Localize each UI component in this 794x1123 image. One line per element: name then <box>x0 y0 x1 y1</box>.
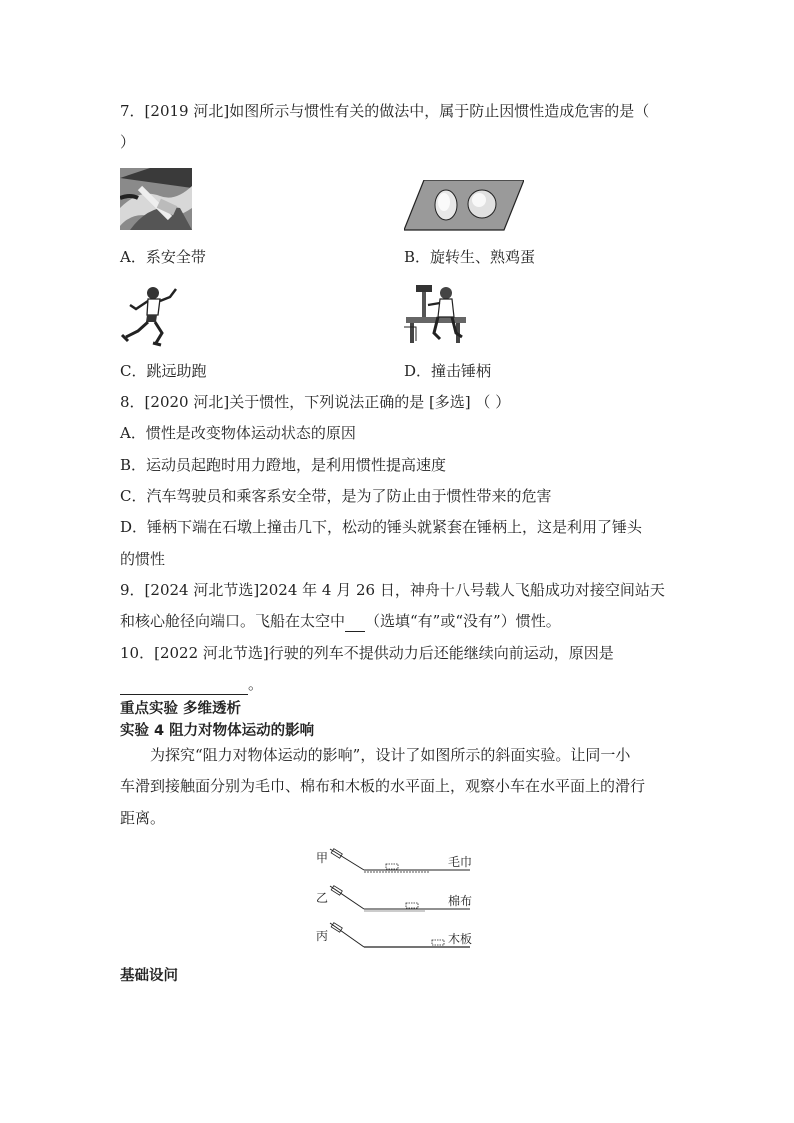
q10-line2: 。 <box>120 674 263 695</box>
q7-option-c: C．跳远助跑 <box>120 362 207 380</box>
q7-option-a: A．系安全带 <box>120 248 206 266</box>
q9-line1: 9．[2024 河北节选]2024 年 4 月 26 日，神舟十八号载人飞船成功对接空间站天 <box>120 581 665 599</box>
runner-image <box>120 285 182 347</box>
surface-label-wood: 木板 <box>448 932 473 946</box>
q7-stem-close: ） <box>120 133 136 151</box>
car-stop-cotton <box>406 903 418 908</box>
q8-option-c: C．汽车驾驶员和乘客系安全带，是为了防止由于惯性带来的危害 <box>120 487 552 505</box>
q8-option-d: D．锤柄下端在石墩上撞击几下，松动的锤头就紧套在锤柄上，这是利用了锤头 <box>120 518 643 536</box>
q7-option-b: B．旋转生、熟鸡蛋 <box>404 248 536 266</box>
section-heading: 重点实验 多维透析 <box>120 701 242 717</box>
seatbelt-image <box>120 168 192 230</box>
car-stop-wood <box>432 940 444 945</box>
q8-option-b: B．运动员起跑时用力蹬地，是利用惯性提高速度 <box>120 456 447 474</box>
incline-experiment-figure <box>310 845 490 955</box>
q9-answer-blank[interactable] <box>345 611 365 632</box>
q7-stem: 7．[2019 河北]如图所示与惯性有关的做法中，属于防止因惯性造成危害的是（ <box>120 102 650 120</box>
experiment-para-line3: 距离。 <box>120 809 166 827</box>
surface-label-towel: 毛巾 <box>448 855 473 869</box>
q10-answer-blank[interactable] <box>120 674 248 695</box>
q8-option-d-cont: 的惯性 <box>120 550 166 568</box>
experiment-para-line2: 车滑到接触面分别为毛巾、棉布和木板的水平面上，观察小车在水平面上的滑行 <box>120 777 646 795</box>
experiment-title: 实验 4 阻力对物体运动的影响 <box>120 723 315 739</box>
hammer-image <box>404 283 468 345</box>
sub-heading: 基础设问 <box>120 968 178 984</box>
surface-label-cotton: 棉布 <box>448 894 473 908</box>
q9-line2: 和核心舱径向端口。飞船在太空中 （选填“有”或“没有”）惯性。 <box>120 612 561 630</box>
q8-stem: 8．[2020 河北]关于惯性，下列说法正确的是 [多选] （ ） <box>120 393 511 411</box>
experiment-para-line1: 为探究“阻力对物体运动的影响”，设计了如图所示的斜面实验。让同一小 <box>150 746 631 764</box>
q8-option-a: A．惯性是改变物体运动状态的原因 <box>120 424 356 442</box>
q7-option-d: D．撞击锤柄 <box>404 362 492 380</box>
figure-tag-bing: 丙 <box>316 929 329 943</box>
q10-line1: 10．[2022 河北节选]行驶的列车不提供动力后还能继续向前运动，原因是 <box>120 644 614 662</box>
eggs-image <box>404 180 524 232</box>
figure-tag-jia: 甲 <box>316 851 329 865</box>
figure-tag-yi: 乙 <box>316 891 329 905</box>
car-stop-towel <box>386 864 398 869</box>
